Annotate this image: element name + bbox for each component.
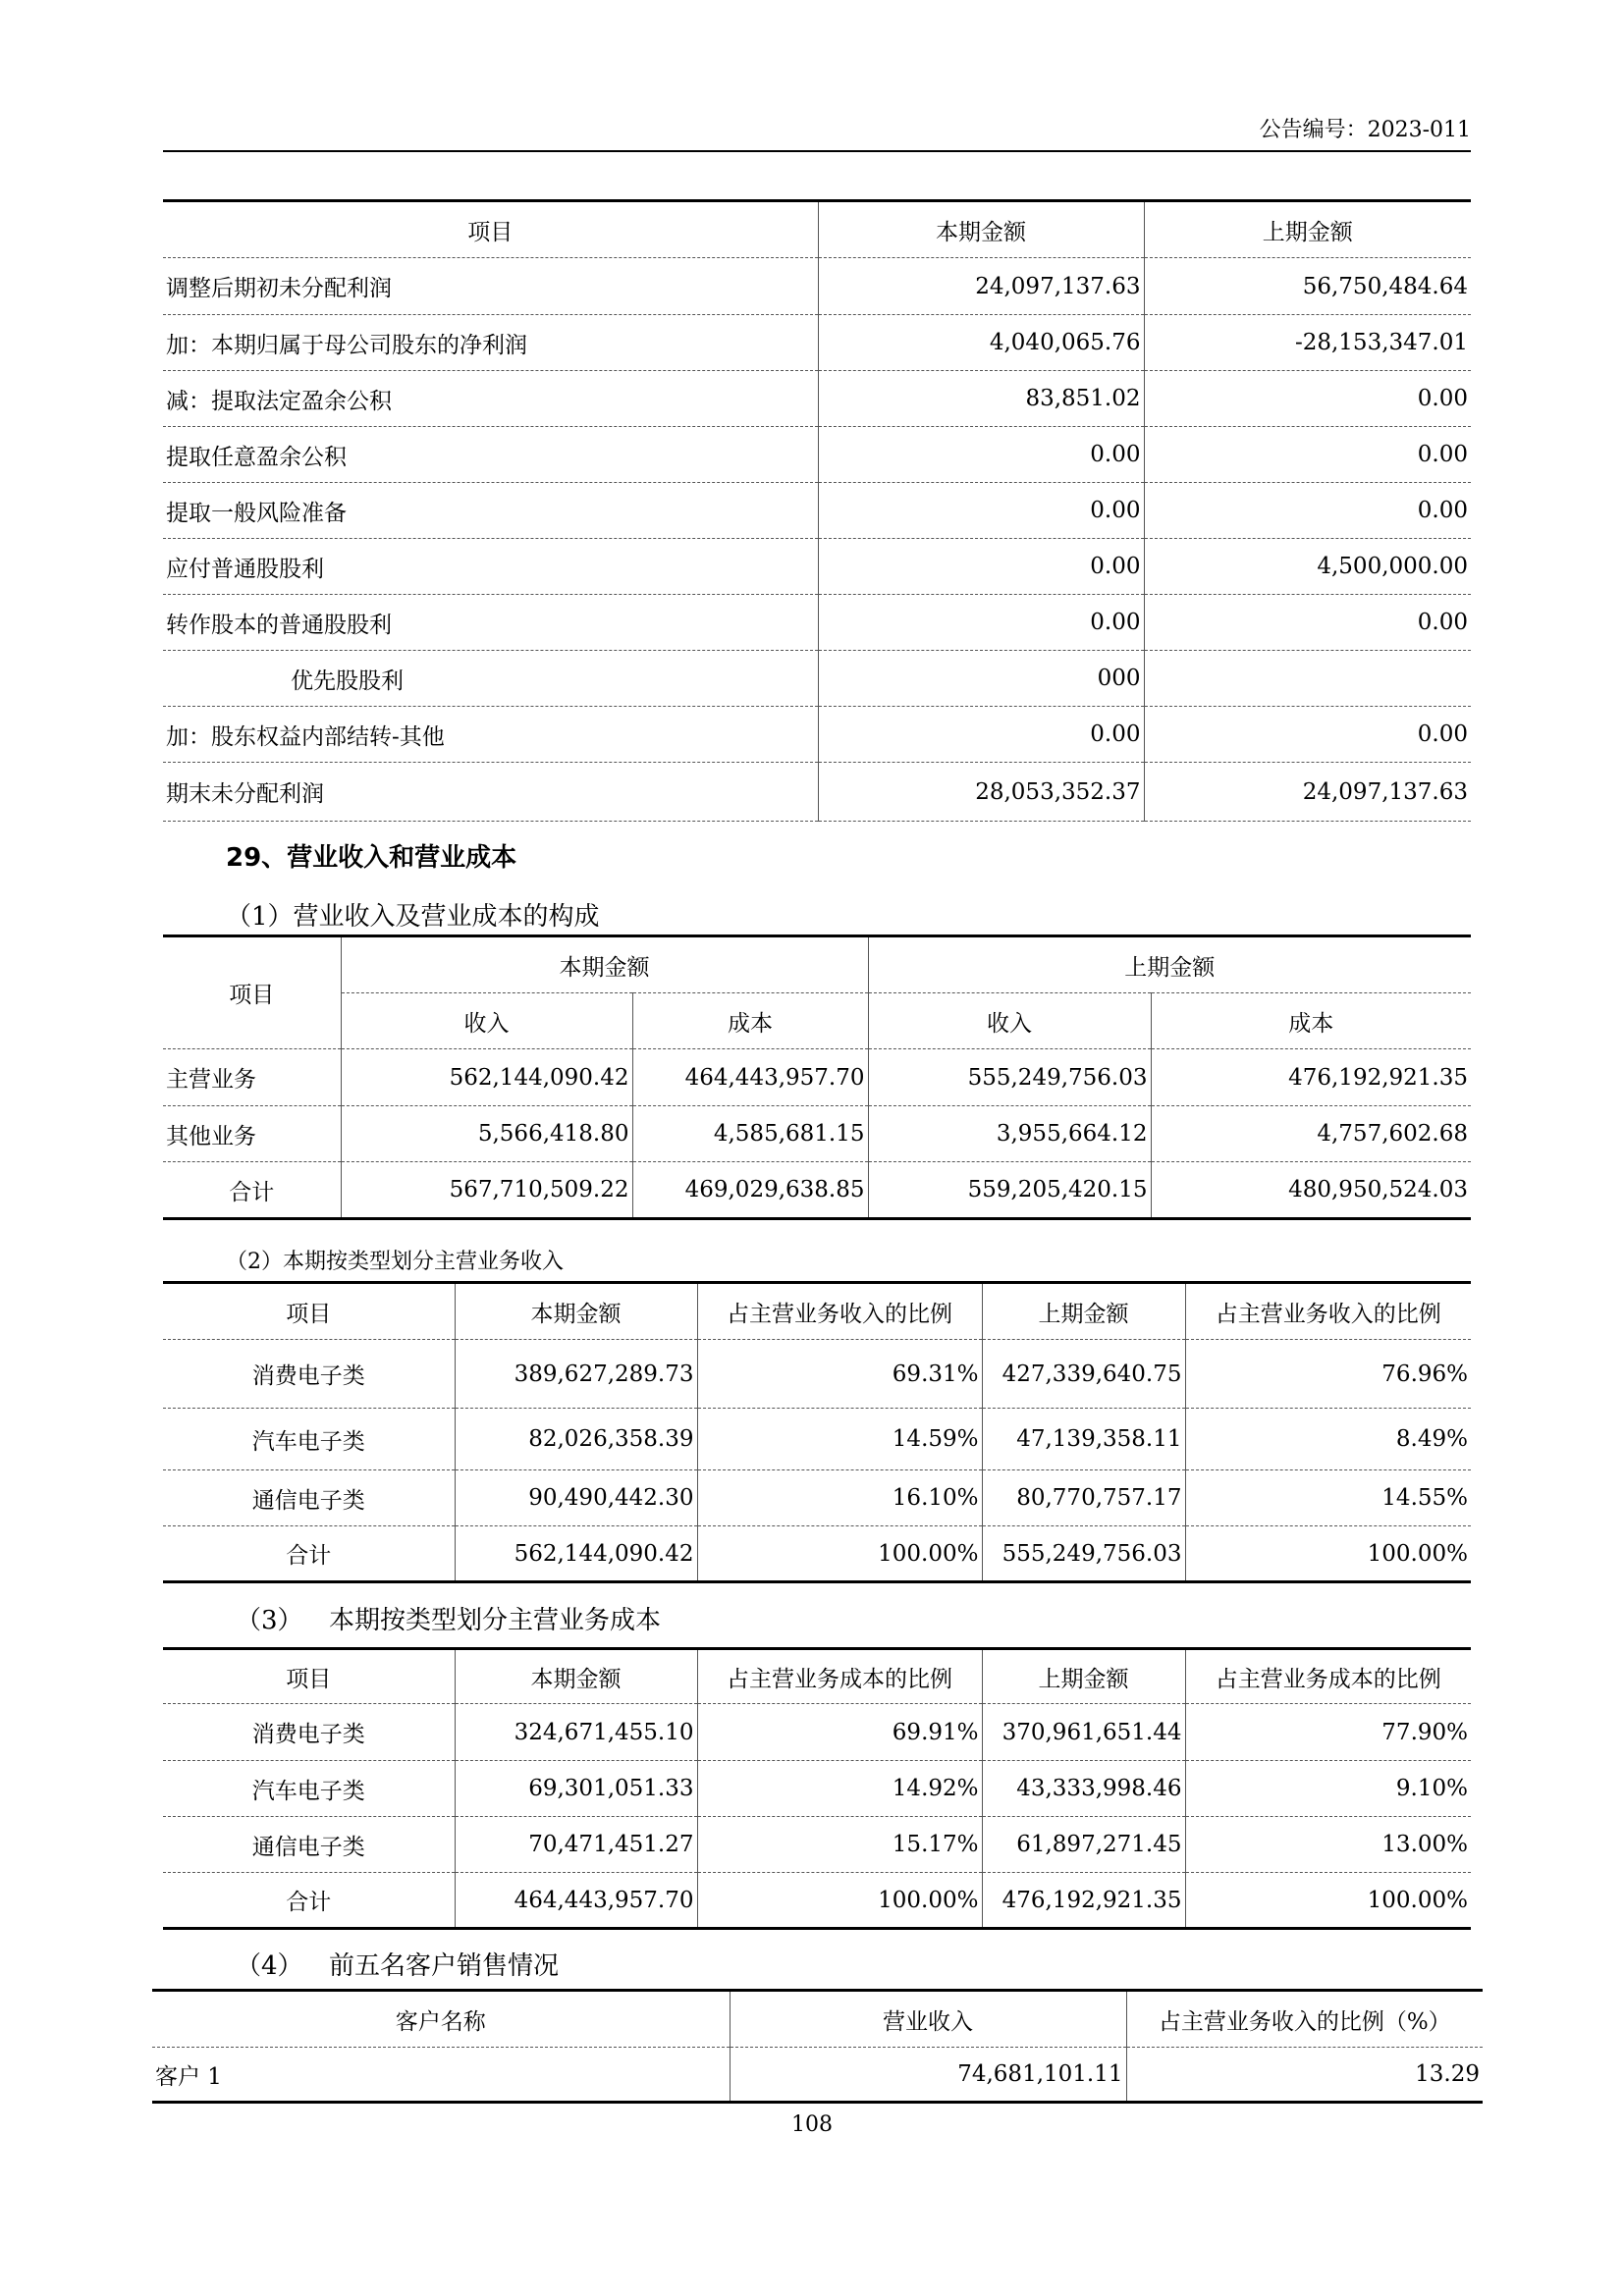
ratio-cell: 9.10% (1185, 1761, 1471, 1817)
table-header-row (163, 1283, 1471, 1340)
amount-cell: 469,029,638.85 (632, 1162, 868, 1219)
customer-name-cell: 客户 1 (152, 2048, 730, 2103)
prior-amount-cell: 24,097,137.63 (1144, 763, 1471, 822)
item-cell: 合计 (163, 1162, 341, 1219)
table-row (163, 258, 1471, 315)
top-customers-table-wrap (152, 1989, 1483, 2104)
undistributed-profit-table-wrap (163, 199, 1471, 822)
table-header-row (163, 201, 1471, 258)
header-cell: 本期金额 (455, 1283, 697, 1340)
item-cell: 转作股本的普通股股利 (163, 595, 818, 651)
header-cell: 占主营业务收入的比例 (697, 1283, 982, 1340)
table-row (163, 1873, 1471, 1929)
item-cell: 加：本期归属于母公司股东的净利润 (163, 315, 818, 371)
ratio-cell: 8.49% (1185, 1409, 1471, 1470)
table-row (163, 1162, 1471, 1219)
item-cell: 其他业务 (163, 1106, 341, 1162)
header-cell: 占主营业务收入的比例 (1185, 1283, 1471, 1340)
main-revenue-by-type-table-wrap (163, 1281, 1471, 1583)
table-row (163, 1106, 1471, 1162)
item-cell: 消费电子类 (163, 1704, 455, 1761)
table-row (163, 763, 1471, 822)
ratio-cell: 76.96% (1185, 1340, 1471, 1409)
amount-cell: 47,139,358.11 (982, 1409, 1185, 1470)
ratio-cell: 100.00% (697, 1873, 982, 1929)
header-cell: 上期金额 (1144, 201, 1471, 258)
amount-cell: 90,490,442.30 (455, 1470, 697, 1526)
table-row (163, 1704, 1471, 1761)
page-number: 108 (791, 2112, 833, 2137)
amount-cell: 4,757,602.68 (1151, 1106, 1471, 1162)
table-row (163, 707, 1471, 763)
current-amount-cell: 24,097,137.63 (818, 258, 1144, 315)
current-amount-cell: 4,040,065.76 (818, 315, 1144, 371)
amount-cell: 43,333,998.46 (982, 1761, 1185, 1817)
table-row (152, 2048, 1483, 2103)
item-cell: 消费电子类 (163, 1340, 455, 1409)
ratio-cell: 100.00% (697, 1526, 982, 1582)
amount-cell: 4,585,681.15 (632, 1106, 868, 1162)
amount-cell: 476,192,921.35 (982, 1873, 1185, 1929)
header-cell: 项目 (163, 201, 818, 258)
header-cell: 收入 (341, 993, 632, 1049)
item-cell: 优先股股利 (163, 651, 818, 707)
item-cell: 调整后期初未分配利润 (163, 258, 818, 315)
table-row (163, 427, 1471, 483)
table-header-row (163, 1649, 1471, 1704)
section-29-title: 29、营业收入和营业成本 (226, 843, 517, 873)
header-cell: 占主营业务收入的比例（%） (1126, 1991, 1483, 2048)
amount-cell: 370,961,651.44 (982, 1704, 1185, 1761)
current-amount-cell: 0.00 (818, 483, 1144, 539)
table-row (163, 315, 1471, 371)
table-header-row (152, 1991, 1483, 2048)
ratio-cell: 100.00% (1185, 1526, 1471, 1582)
prior-amount-cell: 0.00 (1144, 707, 1471, 763)
current-amount-cell: 83,851.02 (818, 371, 1144, 427)
table2-title: （1）营业收入及营业成本的构成 (226, 902, 600, 932)
header-cell: 项目 (163, 1649, 455, 1704)
item-cell: 合计 (163, 1873, 455, 1929)
amount-cell: 555,249,756.03 (868, 1049, 1151, 1106)
current-amount-cell: 0.00 (818, 707, 1144, 763)
table-row (163, 1049, 1471, 1106)
item-cell: 通信电子类 (163, 1470, 455, 1526)
item-cell: 汽车电子类 (163, 1409, 455, 1470)
amount-cell: 69,301,051.33 (455, 1761, 697, 1817)
header-cell: 占主营业务成本的比例 (1185, 1649, 1471, 1704)
table-row (163, 483, 1471, 539)
table-row (163, 539, 1471, 595)
revenue-cost-table-wrap (163, 934, 1471, 1220)
table-row (163, 1761, 1471, 1817)
table3-title: （2）本期按类型划分主营业务收入 (226, 1250, 564, 1274)
main-revenue-by-type-table (163, 1281, 1471, 1583)
prior-amount-cell: 56,750,484.64 (1144, 258, 1471, 315)
amount-cell: 5,566,418.80 (341, 1106, 632, 1162)
header-cell: 本期金额 (455, 1649, 697, 1704)
item-cell: 提取一般风险准备 (163, 483, 818, 539)
table-row (163, 651, 1471, 707)
ratio-cell: 13.29 (1126, 2048, 1483, 2103)
table-row (163, 1409, 1471, 1470)
main-cost-by-type-table-wrap (163, 1647, 1471, 1930)
prior-amount-cell: -28,153,347.01 (1144, 315, 1471, 371)
amount-cell: 61,897,271.45 (982, 1817, 1185, 1873)
ratio-cell: 14.55% (1185, 1470, 1471, 1526)
top-customers-table (152, 1989, 1483, 2104)
item-cell: 主营业务 (163, 1049, 341, 1106)
ratio-cell: 69.31% (697, 1340, 982, 1409)
table-header-row (163, 936, 1471, 993)
main-cost-by-type-table (163, 1647, 1471, 1930)
item-cell: 提取任意盈余公积 (163, 427, 818, 483)
amount-cell: 480,950,524.03 (1151, 1162, 1471, 1219)
table5-title-prefix: （4） (236, 1951, 303, 1981)
ratio-cell: 69.91% (697, 1704, 982, 1761)
item-cell: 应付普通股股利 (163, 539, 818, 595)
header-cell: 上期金额 (868, 936, 1471, 993)
amount-cell: 562,144,090.42 (455, 1526, 697, 1582)
current-amount-cell: 0.00 (818, 427, 1144, 483)
current-amount-cell: 28,053,352.37 (818, 763, 1144, 822)
amount-cell: 80,770,757.17 (982, 1470, 1185, 1526)
revenue-cost-table (163, 934, 1471, 1220)
ratio-cell: 100.00% (1185, 1873, 1471, 1929)
header-cell: 成本 (632, 993, 868, 1049)
header-cell: 上期金额 (982, 1283, 1185, 1340)
prior-amount-cell: 0.00 (1144, 483, 1471, 539)
current-amount-cell: 0.00 (818, 595, 1144, 651)
amount-cell: 70,471,451.27 (455, 1817, 697, 1873)
item-cell: 汽车电子类 (163, 1761, 455, 1817)
table-row (163, 1526, 1471, 1582)
ratio-cell: 14.59% (697, 1409, 982, 1470)
amount-cell: 82,026,358.39 (455, 1409, 697, 1470)
prior-amount-cell (1144, 651, 1471, 707)
amount-cell: 389,627,289.73 (455, 1340, 697, 1409)
table-row (163, 1817, 1471, 1873)
amount-cell: 464,443,957.70 (455, 1873, 697, 1929)
ratio-cell: 13.00% (1185, 1817, 1471, 1873)
header-cell: 本期金额 (818, 201, 1144, 258)
item-cell: 合计 (163, 1526, 455, 1582)
table-row (163, 371, 1471, 427)
header-cell: 占主营业务成本的比例 (697, 1649, 982, 1704)
ratio-cell: 14.92% (697, 1761, 982, 1817)
amount-cell: 567,710,509.22 (341, 1162, 632, 1219)
table-header-row (163, 993, 1471, 1049)
table4-title: 本期按类型划分主营业务成本 (329, 1606, 662, 1635)
header-cell: 成本 (1151, 993, 1471, 1049)
item-cell: 期末未分配利润 (163, 763, 818, 822)
ratio-cell: 15.17% (697, 1817, 982, 1873)
announcement-number: 公告编号：2023-011 (1259, 118, 1471, 142)
current-amount-cell: 0.00 (818, 539, 1144, 595)
header-cell: 项目 (163, 1283, 455, 1340)
header-cell: 营业收入 (730, 1991, 1126, 2048)
amount-cell: 464,443,957.70 (632, 1049, 868, 1106)
table-row (163, 595, 1471, 651)
header-cell: 本期金额 (341, 936, 868, 993)
amount-cell: 476,192,921.35 (1151, 1049, 1471, 1106)
amount-cell: 324,671,455.10 (455, 1704, 697, 1761)
item-cell: 减：提取法定盈余公积 (163, 371, 818, 427)
amount-cell: 3,955,664.12 (868, 1106, 1151, 1162)
prior-amount-cell: 0.00 (1144, 595, 1471, 651)
prior-amount-cell: 0.00 (1144, 371, 1471, 427)
amount-cell: 427,339,640.75 (982, 1340, 1185, 1409)
item-cell: 加：股东权益内部结转-其他 (163, 707, 818, 763)
prior-amount-cell: 4,500,000.00 (1144, 539, 1471, 595)
item-cell: 通信电子类 (163, 1817, 455, 1873)
undistributed-profit-table (163, 199, 1471, 822)
table-row (163, 1340, 1471, 1409)
ratio-cell: 77.90% (1185, 1704, 1471, 1761)
revenue-cell: 74,681,101.11 (730, 2048, 1126, 2103)
header-cell: 项目 (163, 936, 341, 1049)
amount-cell: 559,205,420.15 (868, 1162, 1151, 1219)
ratio-cell: 16.10% (697, 1470, 982, 1526)
table-row (163, 1470, 1471, 1526)
header-cell: 收入 (868, 993, 1151, 1049)
prior-amount-cell: 0.00 (1144, 427, 1471, 483)
header-cell: 上期金额 (982, 1649, 1185, 1704)
table5-title: 前五名客户销售情况 (329, 1951, 560, 1981)
table4-title-prefix: （3） (236, 1606, 303, 1635)
header-rule (163, 150, 1471, 152)
amount-cell: 562,144,090.42 (341, 1049, 632, 1106)
current-amount-cell: 000 (818, 651, 1144, 707)
header-cell: 客户名称 (152, 1991, 730, 2048)
amount-cell: 555,249,756.03 (982, 1526, 1185, 1582)
